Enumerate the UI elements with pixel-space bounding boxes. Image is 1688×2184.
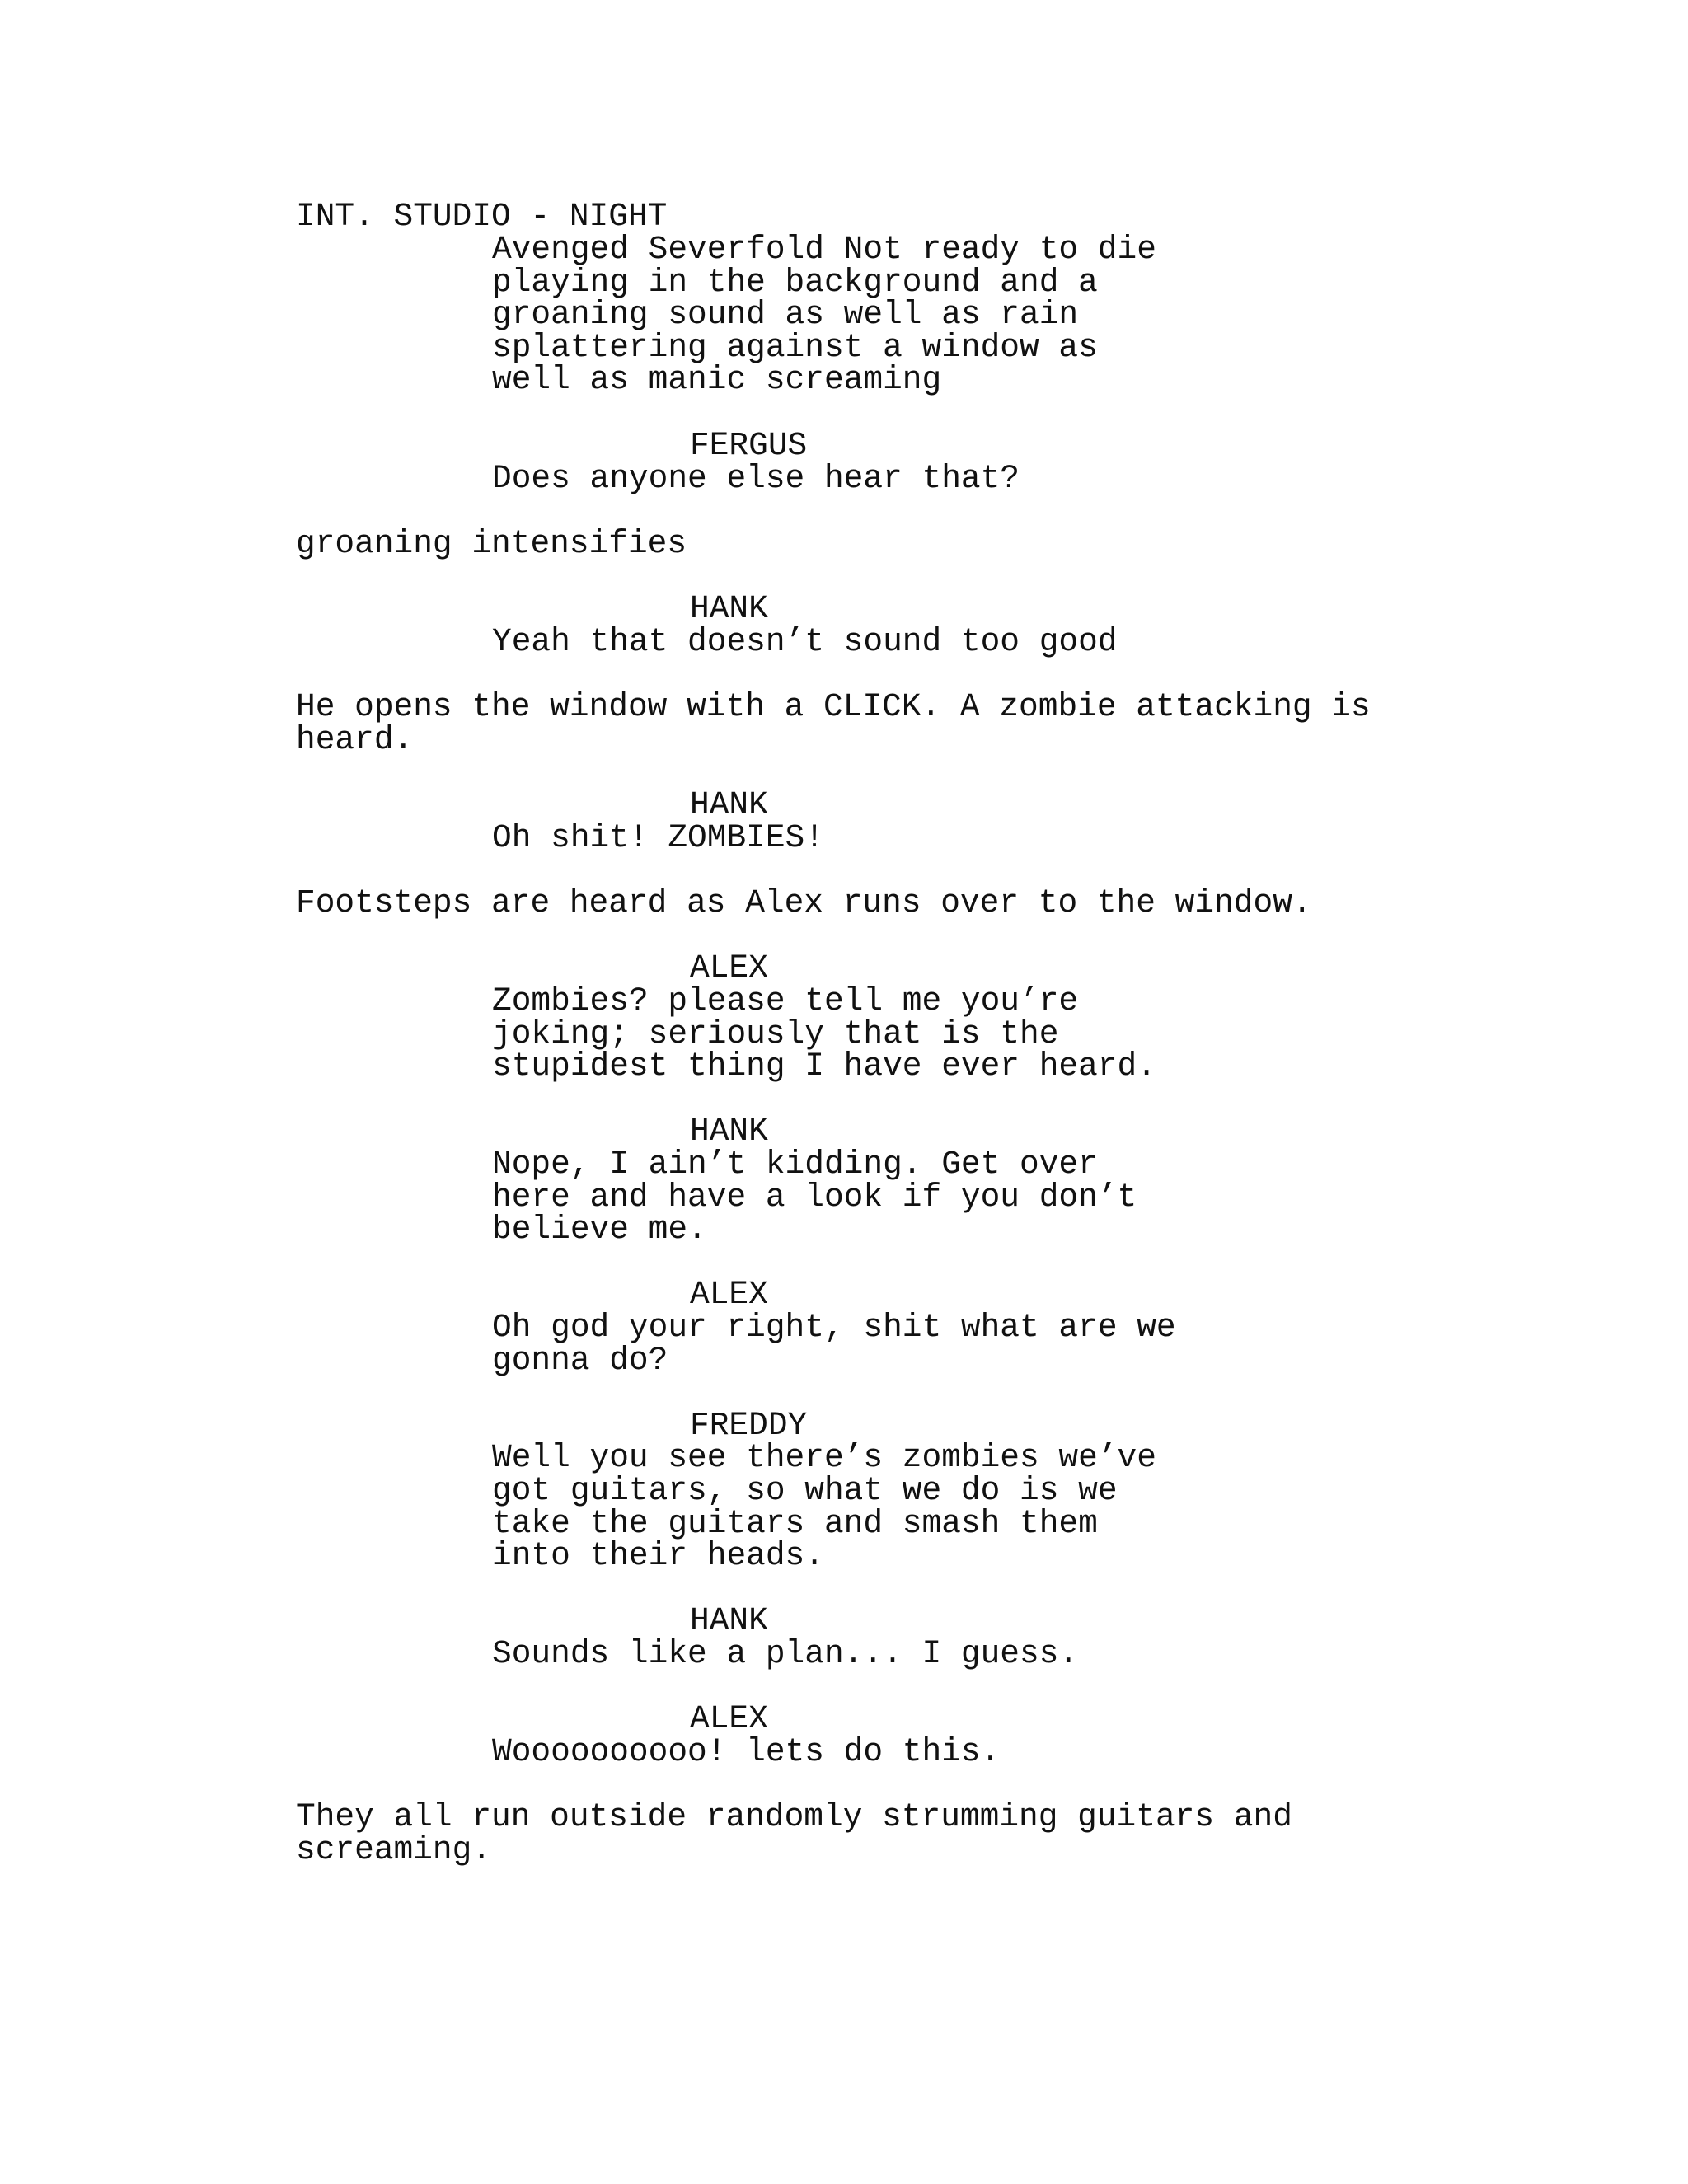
description-line: playing in the background and a bbox=[492, 264, 1098, 301]
description-line: groaning sound as well as rain bbox=[492, 296, 1079, 333]
dialogue-line: believe me. bbox=[492, 1211, 707, 1248]
description-line: Avenged Severfold Not ready to die bbox=[492, 231, 1156, 268]
description-line: splattering against a window as bbox=[492, 329, 1098, 366]
action-line: They all run outside randomly strumming guitars and bbox=[296, 1798, 1292, 1835]
scene-heading: INT. STUDIO - NIGHT bbox=[296, 198, 668, 235]
dialogue-line: Woooooooooo! lets do this. bbox=[492, 1733, 1001, 1770]
dialogue-line: here and have a look if you don’t bbox=[492, 1179, 1137, 1216]
action-line: Footsteps are heard as Alex runs over to the window. bbox=[296, 884, 1312, 921]
dialogue-line: Sounds like a plan... I guess. bbox=[492, 1635, 1079, 1672]
dialogue-line: got guitars, so what we do is we bbox=[492, 1472, 1118, 1509]
dialogue-line: Zombies? please tell me you’re bbox=[492, 982, 1079, 1019]
character-name: ALEX bbox=[690, 1276, 768, 1313]
character-name: HANK bbox=[690, 1113, 768, 1150]
dialogue-line: gonna do? bbox=[492, 1342, 668, 1379]
character-name: FREDDY bbox=[690, 1407, 808, 1444]
dialogue-line: Does anyone else hear that? bbox=[492, 460, 1020, 497]
action-line: screaming. bbox=[296, 1831, 492, 1868]
character-name: FERGUS bbox=[690, 427, 808, 464]
character-name: ALEX bbox=[690, 1700, 768, 1737]
dialogue-line: stupidest thing I have ever heard. bbox=[492, 1047, 1156, 1085]
dialogue-line: Nope, I ain’t kidding. Get over bbox=[492, 1146, 1098, 1183]
dialogue-line: Well you see there’s zombies we’ve bbox=[492, 1439, 1156, 1476]
description-line: well as manic screaming bbox=[492, 361, 942, 398]
character-name: HANK bbox=[690, 1602, 768, 1639]
character-name: ALEX bbox=[690, 949, 768, 987]
action-line: groaning intensifies bbox=[296, 525, 687, 562]
character-name: HANK bbox=[690, 786, 768, 823]
dialogue-line: joking; seriously that is the bbox=[492, 1015, 1059, 1052]
dialogue-line: into their heads. bbox=[492, 1537, 824, 1574]
action-line: He opens the window with a CLICK. A zombie attacking is bbox=[296, 688, 1371, 725]
dialogue-line: Oh god your right, shit what are we bbox=[492, 1309, 1176, 1346]
dialogue-line: Yeah that doesn’t sound too good bbox=[492, 623, 1118, 660]
action-line: heard. bbox=[296, 721, 414, 758]
dialogue-line: Oh shit! ZOMBIES! bbox=[492, 819, 824, 856]
dialogue-line: take the guitars and smash them bbox=[492, 1505, 1098, 1542]
character-name: HANK bbox=[690, 590, 768, 627]
